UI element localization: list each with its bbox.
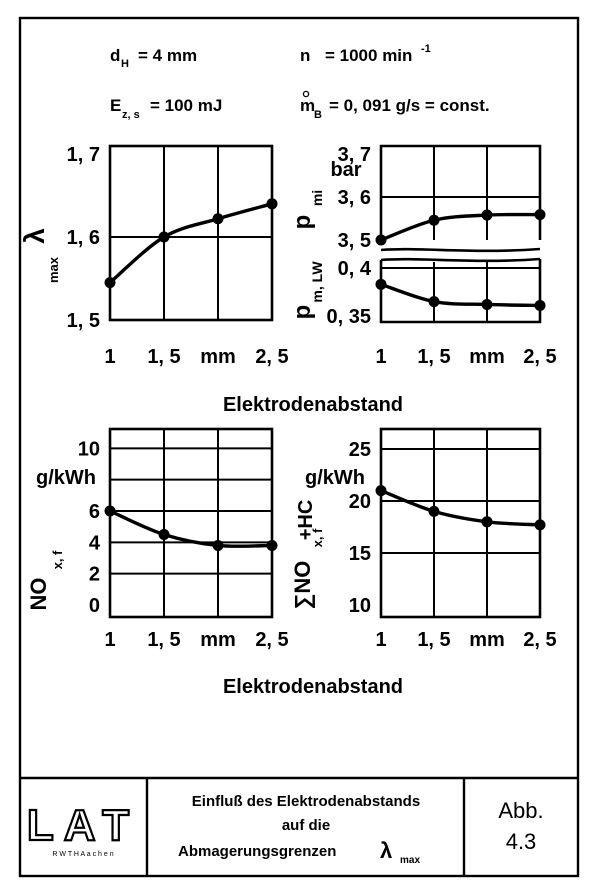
data-point	[213, 540, 224, 551]
y-tick-label: 1, 6	[66, 227, 100, 249]
x-tick-label: 1	[104, 346, 116, 368]
data-point	[535, 209, 546, 220]
data-point	[159, 529, 170, 540]
y-axis-label: p	[289, 304, 316, 320]
y-tick-label: 3, 7	[337, 144, 371, 166]
y-unit-label: g/kWh	[305, 467, 365, 489]
x-tick-label: 1, 5	[417, 629, 451, 651]
dh-value: = 4 mm	[138, 46, 198, 65]
y-tick-label: 10	[348, 595, 371, 617]
y-axis-label-sub: m, LW	[309, 261, 325, 303]
y-tick-label: 2	[88, 563, 100, 586]
axis-break-top	[381, 249, 540, 251]
chart-frame	[110, 146, 272, 320]
y-unit-label: bar	[330, 159, 362, 181]
y-axis-label-sub: x, f	[50, 550, 65, 570]
lat-logo-letters: LAT	[26, 801, 140, 850]
data-point	[429, 506, 440, 517]
x-axis-title-bottom: Elektrodenabstand	[222, 676, 404, 698]
parameter-header	[110, 43, 490, 121]
m-symbol: m	[300, 96, 316, 115]
y-tick-label: 1, 7	[66, 144, 100, 166]
x-tick-label: 2, 5	[255, 629, 289, 651]
y-axis-label: p	[289, 214, 316, 230]
caption-line-3: Abmagerungsgrenzen	[178, 843, 337, 860]
lat-logo-subtitle: R W T H A a c h e n	[52, 851, 114, 858]
caption-lambda: λ	[380, 838, 393, 863]
data-point	[535, 300, 546, 311]
x-tick-label: 2, 5	[523, 346, 557, 368]
x-tick-label: 1, 5	[147, 629, 181, 651]
y-axis-label: λ	[19, 228, 50, 244]
dh-symbol: d	[110, 46, 121, 65]
data-point	[376, 235, 387, 246]
y-tick-label: 4	[88, 532, 100, 555]
caption-line-1: Einfluß des Elektrodenabstands	[191, 793, 421, 810]
series-line	[381, 215, 540, 240]
x-tick-label: 2, 5	[523, 629, 557, 651]
chart-frame	[381, 146, 540, 240]
data-point	[105, 277, 116, 288]
y-tick-label: 3, 5	[337, 230, 371, 252]
axis-break-bottom	[381, 259, 540, 261]
y-tick-label: 3, 6	[337, 187, 371, 209]
chart-1	[19, 144, 289, 368]
figure-number	[498, 798, 543, 854]
y-axis-label: ∑NO	[290, 560, 315, 610]
x-tick-label: 1	[104, 629, 116, 651]
series-line	[381, 491, 540, 525]
m-subscript: B	[314, 109, 322, 121]
data-point	[535, 519, 546, 530]
y-axis-label-sub: x, f	[310, 528, 325, 548]
data-point	[105, 506, 116, 517]
data-point	[482, 299, 493, 310]
e-subscript: z, s	[122, 109, 140, 121]
data-point	[213, 213, 224, 224]
e-value: = 100 mJ	[150, 96, 223, 115]
x-tick-label: mm	[200, 346, 236, 368]
y-axis-label-sub: mi	[309, 189, 325, 207]
lat-logo	[27, 801, 139, 858]
y-tick-label: 0, 4	[337, 258, 371, 280]
y-axis-label-tail: +HC	[295, 499, 317, 541]
x-tick-label: 1, 5	[417, 346, 451, 368]
y-tick-label: 0, 35	[326, 306, 371, 328]
caption-line-2: auf die	[281, 817, 331, 834]
x-tick-label: mm	[200, 629, 236, 651]
data-point	[482, 516, 493, 527]
m-value: = 0, 091 g/s = const.	[329, 96, 490, 115]
y-tick-label: 25	[348, 439, 371, 461]
y-tick-label: 15	[348, 543, 371, 565]
dh-subscript: H	[121, 58, 129, 70]
x-tick-label: 1	[375, 629, 387, 651]
y-tick-label: 1, 5	[66, 310, 100, 332]
data-point	[376, 279, 387, 290]
abb-number: 4.3	[505, 829, 537, 854]
x-tick-label: mm	[469, 629, 505, 651]
data-point	[429, 215, 440, 226]
caption-lambda-sub: max	[400, 855, 421, 866]
y-tick-label: 20	[348, 491, 371, 513]
y-tick-label: 6	[88, 501, 100, 523]
y-unit-label: g/kWh	[36, 467, 96, 489]
abb-label: Abb.	[498, 798, 544, 823]
series-line	[110, 204, 272, 283]
e-symbol: E	[110, 96, 122, 115]
y-tick-label: 0	[88, 595, 100, 617]
data-point	[267, 540, 278, 551]
n-symbol: n	[300, 46, 311, 65]
n-value: = 1000 min	[325, 46, 413, 65]
x-tick-label: mm	[469, 346, 505, 368]
data-point	[267, 198, 278, 209]
y-axis-label: NO	[26, 577, 51, 611]
chart-5	[290, 429, 557, 651]
x-tick-label: 1	[375, 346, 387, 368]
n-superscript: -1	[421, 43, 431, 55]
x-axis-title-top: Elektrodenabstand	[222, 394, 404, 416]
data-point	[376, 485, 387, 496]
data-point	[429, 296, 440, 307]
series-line	[381, 284, 540, 305]
y-tick-label: 10	[77, 438, 100, 461]
series-line	[110, 511, 272, 546]
figure-caption	[178, 793, 420, 866]
x-tick-label: 1, 5	[147, 346, 181, 368]
chart-4	[26, 429, 289, 651]
x-tick-label: 2, 5	[255, 346, 289, 368]
chart-2	[289, 144, 546, 252]
chart-3	[289, 258, 557, 368]
y-axis-label-sub: max	[46, 256, 61, 284]
data-point	[159, 232, 170, 243]
data-point	[482, 210, 493, 221]
